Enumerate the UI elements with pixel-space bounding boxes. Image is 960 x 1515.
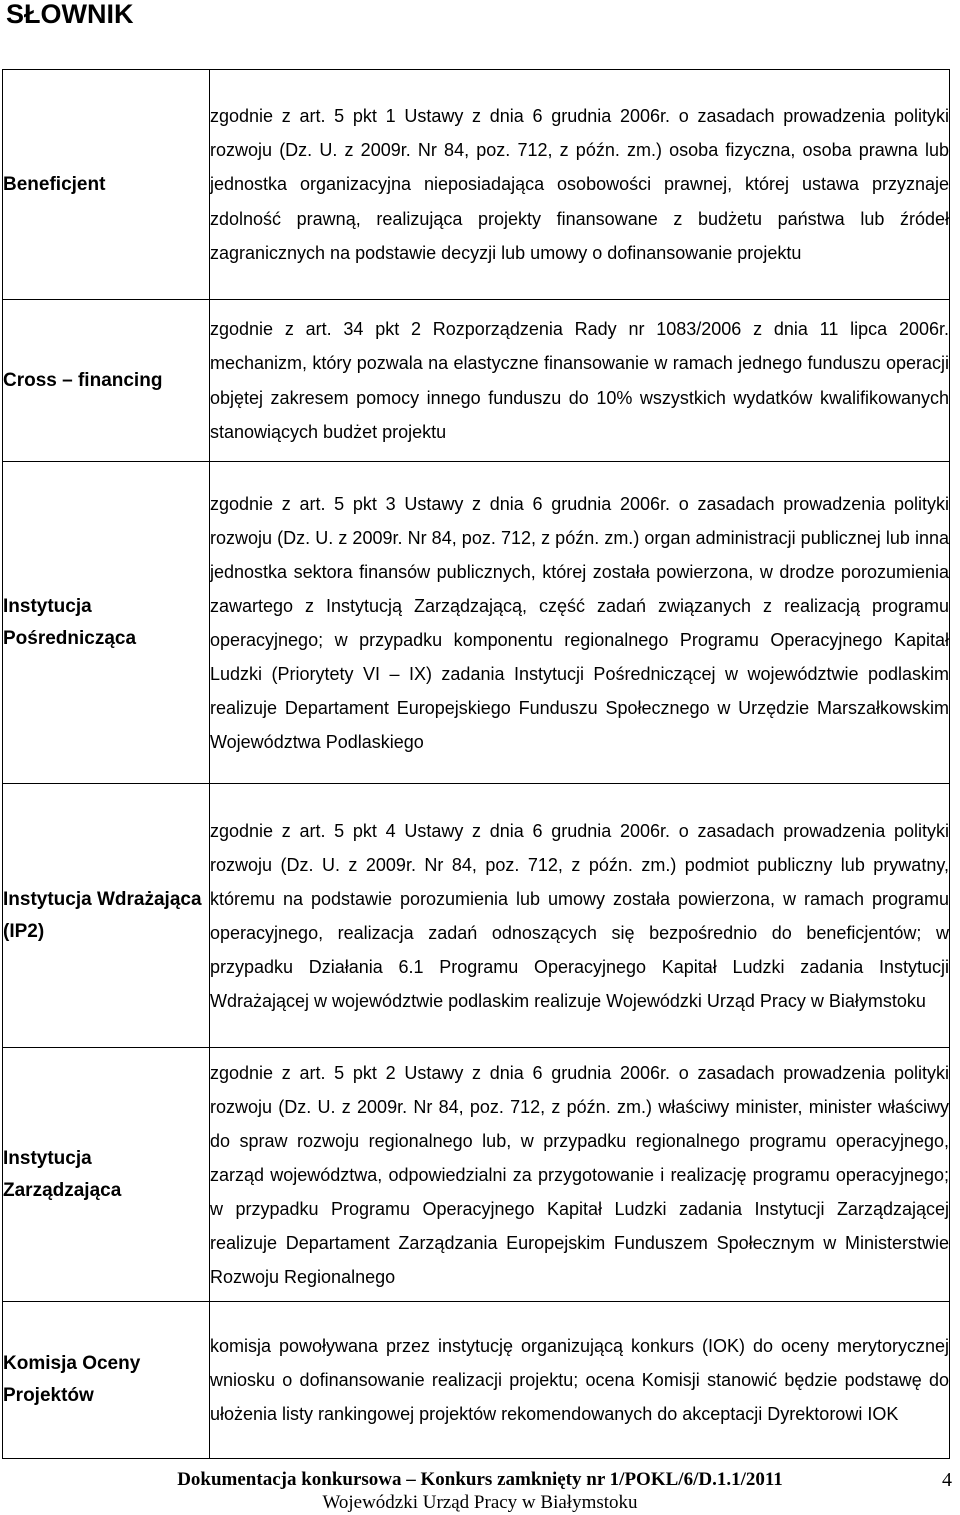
table-row — [3, 300, 950, 462]
glossary-definition: zgodnie z art. 5 pkt 4 Ustawy z dnia 6 grudnia 2006r. o zasadach prowadzenia polityki rozwoju (Dz. U. z 2009r. Nr 84, poz. 712, z późn. zm.) podmiot publiczny lub prywatny, któremu na podstawie porozumienia lub umowy została powierzona, w ramach programu operacyjnego, realizacja zadań odnoszących się bezpośrednio do beneficjentów; w przypadku Działania 6.1 Programu Operacyjnego Kapitał Ludzki zadania Instytucji Wdrażającej w województwie podlaskim realizuje Wojewódzki Urząd Pracy w Białymstoku — [210, 820, 949, 1011]
table-row — [3, 1302, 950, 1459]
table-row — [3, 70, 950, 300]
glossary-term: Instytucja Wdrażająca (IP2) — [3, 784, 210, 1048]
glossary-definition: zgodnie z art. 5 pkt 1 Ustawy z dnia 6 grudnia 2006r. o zasadach prowadzenia polityki rozwoju (Dz. U. z 2009r. Nr 84, poz. 712, z późn. zm.) osoba fizyczna, osoba prawna lub jednostka organizacyjna nieposiadająca osobowości prawnej, której ustawa przyznaje zdolność prawną, realizująca projekty finansowane z budżetu państwa lub źródeł zagranicznych na podstawie decyzji lub umowy o dofinansowanie projektu — [210, 105, 949, 263]
table-row — [3, 784, 950, 1048]
page-title: SŁOWNIK — [6, 0, 134, 29]
glossary-table — [2, 69, 950, 1459]
glossary-definition-cell — [210, 462, 950, 784]
table-row — [3, 462, 950, 784]
glossary-term: Komisja Oceny Projektów — [3, 1302, 210, 1459]
table-row — [3, 1048, 950, 1302]
glossary-definition: zgodnie z art. 5 pkt 3 Ustawy z dnia 6 grudnia 2006r. o zasadach prowadzenia polityki rozwoju (Dz. U. z 2009r. Nr 84, poz. 712, z późn. zm.) organ administracji publicznej lub inna jednostka sektora finansów publicznych, której została powierzona, w drodze porozumienia zawartego z Instytucją Zarządzającą, część zadań związanych z realizacją programu operacyjnego; w przypadku komponentu regionalnego Programu Operacyjnego Kapitał Ludzki (Priorytety VI – IX) zadania Instytucji Pośredniczącej w województwie podlaskim realizuje Departament Europejskiego Funduszu Społecznego w Urzędzie Marszałkowskim Województwa Podlaskiego — [210, 493, 949, 752]
glossary-term: Cross – financing — [3, 300, 210, 462]
glossary-definition: komisja powoływana przez instytucję organizującą konkurs (IOK) do oceny merytorycznej wniosku o dofinansowanie realizacji projektu; ocena Komisji stanowić będzie podstawę do ułożenia listy rankingowej projektów rekomendowanych do akceptacji Dyrektorowi IOK — [210, 1336, 949, 1424]
glossary-definition-cell — [210, 300, 950, 462]
glossary-term: Beneficjent — [3, 70, 210, 300]
footer-institution: Wojewódzki Urząd Pracy w Białymstoku — [322, 1492, 638, 1513]
glossary-term: Instytucja Pośrednicząca — [3, 462, 210, 784]
glossary-definition-cell — [210, 1048, 950, 1302]
glossary-definition: zgodnie z art. 34 pkt 2 Rozporządzenia Rady nr 1083/2006 z dnia 11 lipca 2006r. mechanizm, który pozwala na elastyczne finansowanie w ramach jednego funduszu operacji objętej zakresem pomocy innego funduszu do 10% wszystkich wydatków kwalifikowanych stanowiących budżet projektu — [210, 318, 949, 442]
footer-title: Dokumentacja konkursowa – Konkurs zamknięty nr 1/POKL/6/D.1.1/2011 — [177, 1469, 783, 1490]
glossary-definition-cell — [210, 1302, 950, 1459]
page-number: 4 — [942, 1469, 952, 1491]
glossary-definition-cell — [210, 70, 950, 300]
glossary-definition-cell — [210, 784, 950, 1048]
glossary-term: Instytucja Zarządzająca — [3, 1048, 210, 1302]
glossary-definition: zgodnie z art. 5 pkt 2 Ustawy z dnia 6 grudnia 2006r. o zasadach prowadzenia polityki rozwoju (Dz. U. z 2009r. Nr 84, poz. 712, z późn. zm.) właściwy minister, minister właściwy do spraw rozwoju regionalnego lub, w przypadku regionalnego programu operacyjnego, zarząd województwa, odpowiedzialni za przygotowanie i realizację programu operacyjnego; w przypadku Programu Operacyjnego Kapitał Ludzki zadania Instytucji Zarządzającej realizuje Departament Zarządzania Europejskim Funduszem Społecznym w Ministerstwie Rozwoju Regionalnego — [210, 1062, 949, 1287]
